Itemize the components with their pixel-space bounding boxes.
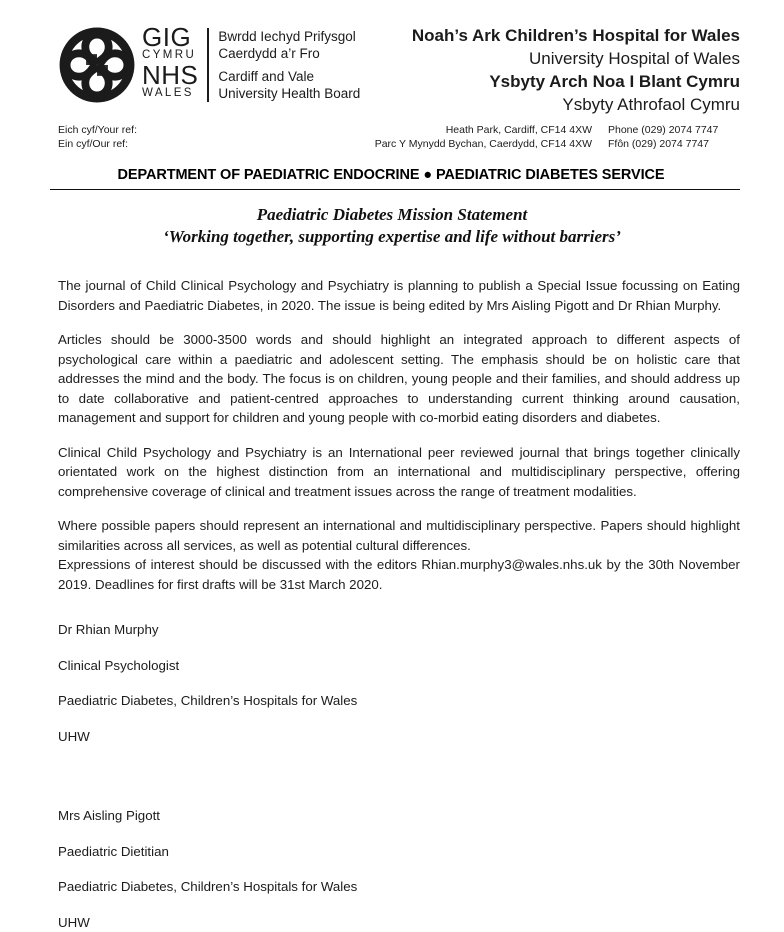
signature-block-1 [0,594,784,746]
gig-wordmark: GIG [142,27,198,48]
address-welsh: Parc Y Mynydd Bychan, Caerdydd, CF14 4XW [375,138,592,152]
our-ref-label: Ein cyf/Our ref: [58,138,137,152]
signatory-site: UHW [58,913,740,932]
health-board-english-line-2: University Health Board [218,85,360,103]
health-board-english-line-1: Cardiff and Vale [218,68,360,86]
nhs-wales-celtic-knot-icon [58,26,136,104]
wales-wordmark: WALES [142,86,198,100]
hospital-name-line-1: Noah’s Ark Children’s Hospital for Wales [412,24,740,47]
paragraph-5: Expressions of interest should be discussed with the editors Rhian.murphy3@wales.nhs.uk by the 30th November 2019. Deadlines for first drafts will be 31st March 2020. [58,555,740,594]
health-board-name [218,28,360,103]
paragraph-1: The journal of Child Clinical Psychology and Psychiatry is planning to publish a Special Issue focussing on Eating Disorders and Paediatric Diabetes, in 2020. The issue is being edited by Mrs Aisling Pigott and Dr Rhian Murphy. [58,276,740,315]
department-heading-section [0,151,784,190]
hospital-name-block [412,22,740,116]
hospital-name-line-4: Ysbyty Athrofaol Cymru [412,93,740,116]
signatory-role: Clinical Psychologist [58,656,740,676]
mission-title: Paediatric Diabetes Mission Statement [50,204,734,226]
cymru-wordmark: CYMRU [142,48,198,62]
health-board-welsh-line-1: Bwrdd Iechyd Prifysgol [218,28,360,46]
paragraph-2: Articles should be 3000-3500 words and should highlight an integrated approach to different aspects of psychological care within a paediatric and adolescent setting. The emphasis should be on holistic care that addresses the mind and the body. The focus is on children, young people and their families, and should address up to date collaborative and patient-centred approaches to understanding current thinking around causation, management and support for children and young people with co-morbid eating disorders and diabetes. [58,330,740,428]
address-english: Heath Park, Cardiff, CF14 4XW [446,124,592,138]
phone-english: Phone (029) 2074 7747 [592,124,740,138]
hospital-name-line-3: Ysbyty Arch Noa I Blant Cymru [412,70,740,93]
paragraph-3: Clinical Child Psychology and Psychiatry is an International peer reviewed journal that brings together clinically orientated work on the highest distinction from an international and multidisciplinary perspective, offering comprehensive coverage of clinical and treatment issues across the range of treatment modalities. [58,443,740,502]
mission-statement-block [0,190,784,248]
letter-body [0,248,784,594]
phone-welsh: Ffôn (029) 2074 7747 [592,138,740,152]
hospital-name-line-2: University Hospital of Wales [412,47,740,70]
your-ref-label: Eich cyf/Your ref: [58,124,137,138]
signatory-site: UHW [58,727,740,747]
signatory-role: Paediatric Dietitian [58,842,740,862]
signatory-service: Paediatric Diabetes, Children’s Hospitals for Wales [58,877,740,897]
letterhead [0,0,784,116]
refs-and-contact-strip [0,116,784,151]
signatory-name: Mrs Aisling Pigott [58,806,740,826]
signatory-name: Dr Rhian Murphy [58,620,740,640]
reference-fields [58,124,137,151]
contact-details [375,124,740,151]
nhs-wordmark: NHS [142,65,198,86]
paragraph-4: Where possible papers should represent an international and multidisciplinary perspective. Papers should highlight similarities across all services, as well as potential cultural differences. [58,516,740,555]
department-heading: DEPARTMENT OF PAEDIATRIC ENDOCRINE ● PAEDIATRIC DIABETES SERVICE [50,167,740,183]
wordmark-divider [207,28,209,102]
signatory-service: Paediatric Diabetes, Children’s Hospitals for Wales [58,691,740,711]
signature-block-2 [0,780,784,932]
nhs-wales-wordmark [142,27,360,103]
nhs-wales-brand-lockup [58,22,360,104]
health-board-welsh-line-2: Caerdydd a’r Fro [218,45,360,63]
mission-statement: ‘Working together, supporting expertise and life without barriers’ [50,226,734,248]
signature-spacer [0,746,784,780]
